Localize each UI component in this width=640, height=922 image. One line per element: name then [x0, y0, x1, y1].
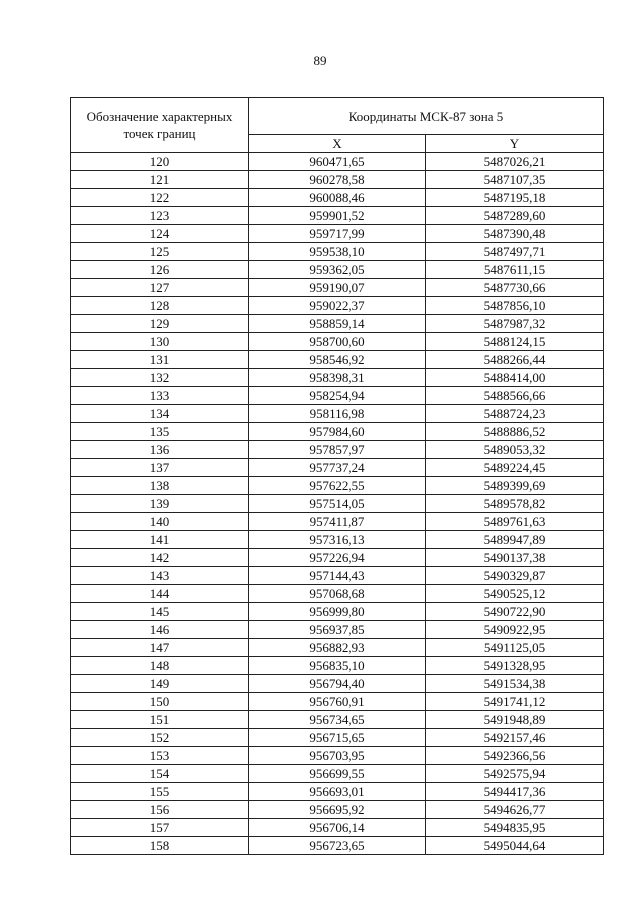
point-id-cell: 132	[71, 369, 249, 387]
point-id-cell: 131	[71, 351, 249, 369]
table-row	[71, 711, 604, 729]
x-coordinate-cell: 956695,92	[249, 801, 426, 819]
point-id-cell: 152	[71, 729, 249, 747]
y-coordinate-cell: 5492157,46	[426, 729, 604, 747]
point-id-cell: 154	[71, 765, 249, 783]
y-coordinate-cell: 5488414,00	[426, 369, 604, 387]
table-row	[71, 369, 604, 387]
table-row	[71, 603, 604, 621]
table-row	[71, 441, 604, 459]
point-id-cell: 146	[71, 621, 249, 639]
point-id-cell: 147	[71, 639, 249, 657]
table-row	[71, 531, 604, 549]
y-coordinate-cell: 5494626,77	[426, 801, 604, 819]
table-row	[71, 351, 604, 369]
point-id-cell: 134	[71, 405, 249, 423]
header-coordinates: Координаты МСК-87 зона 5	[249, 98, 604, 135]
y-coordinate-cell: 5489224,45	[426, 459, 604, 477]
point-id-cell: 126	[71, 261, 249, 279]
y-coordinate-cell: 5489761,63	[426, 513, 604, 531]
table-row	[71, 423, 604, 441]
y-coordinate-cell: 5487730,66	[426, 279, 604, 297]
table-row	[71, 783, 604, 801]
table-row	[71, 801, 604, 819]
x-coordinate-cell: 959362,05	[249, 261, 426, 279]
table-row	[71, 387, 604, 405]
point-id-cell: 144	[71, 585, 249, 603]
point-id-cell: 155	[71, 783, 249, 801]
table-row	[71, 765, 604, 783]
table-row	[71, 315, 604, 333]
x-coordinate-cell: 956723,65	[249, 837, 426, 855]
x-coordinate-cell: 956699,55	[249, 765, 426, 783]
y-coordinate-cell: 5489053,32	[426, 441, 604, 459]
x-coordinate-cell: 958254,94	[249, 387, 426, 405]
y-coordinate-cell: 5490329,87	[426, 567, 604, 585]
y-coordinate-cell: 5487107,35	[426, 171, 604, 189]
y-coordinate-cell: 5495044,64	[426, 837, 604, 855]
y-coordinate-cell: 5487195,18	[426, 189, 604, 207]
point-id-cell: 140	[71, 513, 249, 531]
coordinates-table	[70, 97, 604, 855]
table-row	[71, 675, 604, 693]
point-id-cell: 125	[71, 243, 249, 261]
x-coordinate-cell: 958859,14	[249, 315, 426, 333]
y-coordinate-cell: 5487289,60	[426, 207, 604, 225]
y-coordinate-cell: 5488266,44	[426, 351, 604, 369]
point-id-cell: 133	[71, 387, 249, 405]
point-id-cell: 141	[71, 531, 249, 549]
point-id-cell: 135	[71, 423, 249, 441]
y-coordinate-cell: 5491125,05	[426, 639, 604, 657]
x-coordinate-cell: 956882,93	[249, 639, 426, 657]
table-row	[71, 459, 604, 477]
y-coordinate-cell: 5492366,56	[426, 747, 604, 765]
x-coordinate-cell: 956835,10	[249, 657, 426, 675]
table-row	[71, 243, 604, 261]
table-row	[71, 549, 604, 567]
y-coordinate-cell: 5491534,38	[426, 675, 604, 693]
table-row	[71, 657, 604, 675]
y-coordinate-cell: 5492575,94	[426, 765, 604, 783]
x-coordinate-cell: 957622,55	[249, 477, 426, 495]
x-coordinate-cell: 957226,94	[249, 549, 426, 567]
point-id-cell: 120	[71, 153, 249, 171]
x-coordinate-cell: 956999,80	[249, 603, 426, 621]
table-row	[71, 189, 604, 207]
x-coordinate-cell: 957316,13	[249, 531, 426, 549]
table-row	[71, 639, 604, 657]
x-coordinate-cell: 957068,68	[249, 585, 426, 603]
table-row	[71, 207, 604, 225]
x-coordinate-cell: 958116,98	[249, 405, 426, 423]
x-coordinate-cell: 957737,24	[249, 459, 426, 477]
page-number: 89	[313, 53, 327, 68]
point-id-cell: 124	[71, 225, 249, 243]
x-coordinate-cell: 959022,37	[249, 297, 426, 315]
y-coordinate-cell: 5491328,95	[426, 657, 604, 675]
table-row	[71, 279, 604, 297]
x-coordinate-cell: 956703,95	[249, 747, 426, 765]
point-id-cell: 142	[71, 549, 249, 567]
y-coordinate-cell: 5490922,95	[426, 621, 604, 639]
header-y: Y	[426, 135, 604, 153]
table-row	[71, 171, 604, 189]
y-coordinate-cell: 5487026,21	[426, 153, 604, 171]
y-coordinate-cell: 5489578,82	[426, 495, 604, 513]
x-coordinate-cell: 956693,01	[249, 783, 426, 801]
y-coordinate-cell: 5494835,95	[426, 819, 604, 837]
y-coordinate-cell: 5489399,69	[426, 477, 604, 495]
point-id-cell: 149	[71, 675, 249, 693]
y-coordinate-cell: 5491741,12	[426, 693, 604, 711]
x-coordinate-cell: 958546,92	[249, 351, 426, 369]
table-body	[71, 153, 604, 855]
point-id-cell: 138	[71, 477, 249, 495]
y-coordinate-cell: 5494417,36	[426, 783, 604, 801]
point-id-cell: 130	[71, 333, 249, 351]
x-coordinate-cell: 956794,40	[249, 675, 426, 693]
y-coordinate-cell: 5489947,89	[426, 531, 604, 549]
y-coordinate-cell: 5487390,48	[426, 225, 604, 243]
table-row	[71, 333, 604, 351]
point-id-cell: 139	[71, 495, 249, 513]
table-row	[71, 729, 604, 747]
table-row	[71, 621, 604, 639]
point-id-cell: 151	[71, 711, 249, 729]
x-coordinate-cell: 956734,65	[249, 711, 426, 729]
x-coordinate-cell: 959190,07	[249, 279, 426, 297]
point-id-cell: 127	[71, 279, 249, 297]
x-coordinate-cell: 958700,60	[249, 333, 426, 351]
y-coordinate-cell: 5487611,15	[426, 261, 604, 279]
x-coordinate-cell: 959538,10	[249, 243, 426, 261]
table-row	[71, 297, 604, 315]
table-row	[71, 495, 604, 513]
y-coordinate-cell: 5488724,23	[426, 405, 604, 423]
table-row	[71, 261, 604, 279]
table-row	[71, 585, 604, 603]
y-coordinate-cell: 5488886,52	[426, 423, 604, 441]
x-coordinate-cell: 960471,65	[249, 153, 426, 171]
table-row	[71, 513, 604, 531]
point-id-cell: 156	[71, 801, 249, 819]
point-id-cell: 129	[71, 315, 249, 333]
point-id-cell: 136	[71, 441, 249, 459]
point-id-cell: 158	[71, 837, 249, 855]
x-coordinate-cell: 957857,97	[249, 441, 426, 459]
table-row	[71, 405, 604, 423]
y-coordinate-cell: 5490525,12	[426, 585, 604, 603]
y-coordinate-cell: 5488124,15	[426, 333, 604, 351]
point-id-cell: 137	[71, 459, 249, 477]
header-x: X	[249, 135, 426, 153]
y-coordinate-cell: 5487856,10	[426, 297, 604, 315]
x-coordinate-cell: 959901,52	[249, 207, 426, 225]
x-coordinate-cell: 957144,43	[249, 567, 426, 585]
table-row	[71, 747, 604, 765]
x-coordinate-cell: 956760,91	[249, 693, 426, 711]
table-row	[71, 819, 604, 837]
table-row	[71, 567, 604, 585]
table-row	[71, 477, 604, 495]
x-coordinate-cell: 956715,65	[249, 729, 426, 747]
point-id-cell: 157	[71, 819, 249, 837]
x-coordinate-cell: 956937,85	[249, 621, 426, 639]
y-coordinate-cell: 5490137,38	[426, 549, 604, 567]
point-id-cell: 145	[71, 603, 249, 621]
x-coordinate-cell: 958398,31	[249, 369, 426, 387]
y-coordinate-cell: 5487987,32	[426, 315, 604, 333]
table-row	[71, 693, 604, 711]
x-coordinate-cell: 960278,58	[249, 171, 426, 189]
point-id-cell: 128	[71, 297, 249, 315]
header-point-designation: Обозначение характерных точек границ	[71, 98, 249, 153]
x-coordinate-cell: 957411,87	[249, 513, 426, 531]
point-id-cell: 150	[71, 693, 249, 711]
y-coordinate-cell: 5490722,90	[426, 603, 604, 621]
point-id-cell: 143	[71, 567, 249, 585]
y-coordinate-cell: 5491948,89	[426, 711, 604, 729]
x-coordinate-cell: 957984,60	[249, 423, 426, 441]
point-id-cell: 153	[71, 747, 249, 765]
point-id-cell: 121	[71, 171, 249, 189]
point-id-cell: 148	[71, 657, 249, 675]
x-coordinate-cell: 956706,14	[249, 819, 426, 837]
x-coordinate-cell: 960088,46	[249, 189, 426, 207]
y-coordinate-cell: 5488566,66	[426, 387, 604, 405]
table-row	[71, 837, 604, 855]
x-coordinate-cell: 959717,99	[249, 225, 426, 243]
table-row	[71, 153, 604, 171]
point-id-cell: 122	[71, 189, 249, 207]
y-coordinate-cell: 5487497,71	[426, 243, 604, 261]
x-coordinate-cell: 957514,05	[249, 495, 426, 513]
point-id-cell: 123	[71, 207, 249, 225]
table-row	[71, 225, 604, 243]
